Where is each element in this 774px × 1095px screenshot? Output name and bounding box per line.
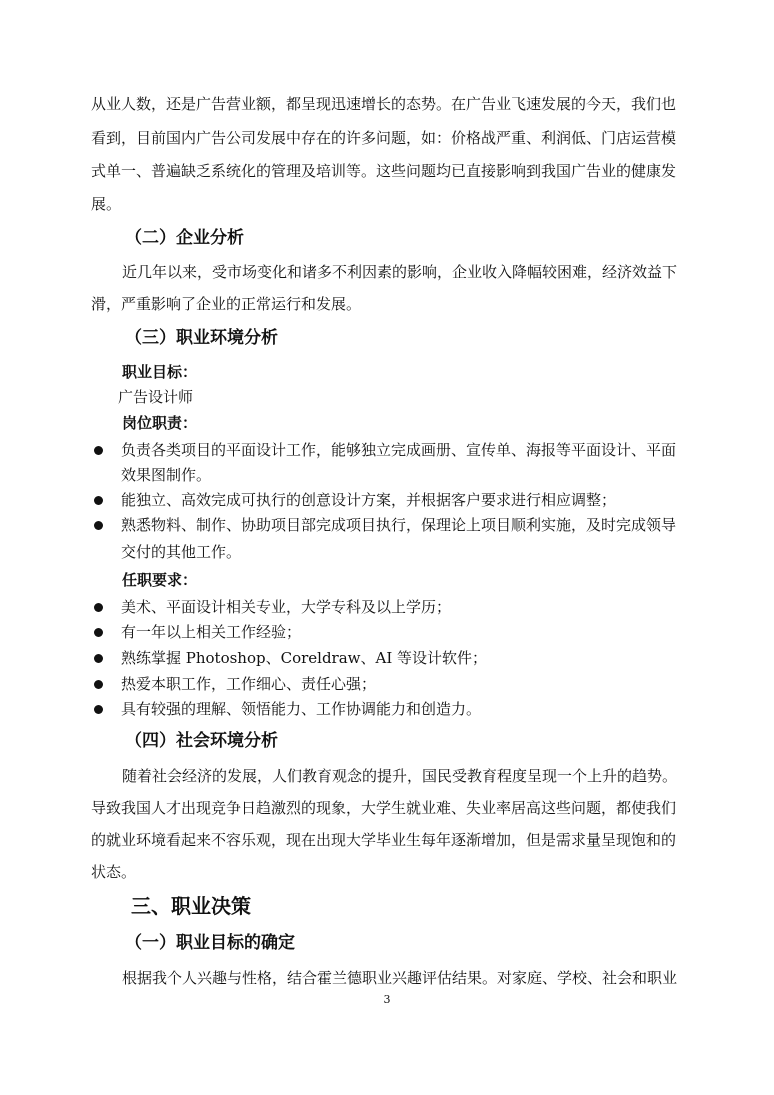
paragraph-line: 的就业环境看起来不容乐观，现在出现大学毕业生每年逐渐增加，但是需求量呈现饱和的 xyxy=(91,831,677,849)
paragraph-line: 滑，严重影响了企业的正常运行和发展。 xyxy=(91,295,362,313)
bullet-dot-icon xyxy=(94,603,103,612)
bullet-dot-icon xyxy=(94,521,103,530)
list-item: 熟悉物料、制作、协助项目部完成项目执行，保理论上项目顺利实施，及时完成领导 xyxy=(121,516,677,534)
list-item: 美术、平面设计相关专业，大学专科及以上学历； xyxy=(121,598,452,616)
requirements-label: 任职要求： xyxy=(122,571,198,589)
paragraph-line: 展。 xyxy=(91,195,122,213)
duties-label: 岗位职责： xyxy=(122,414,198,432)
list-item: 有一年以上相关工作经验； xyxy=(121,623,302,641)
paragraph-line: 导致我国人才出现竞争日趋激烈的现象，大学生就业难、失业率居高这些问题，都使我们 xyxy=(91,799,677,817)
paragraph-line: 根据我个人兴趣与性格，结合霍兰德职业兴趣评估结果。对家庭、学校、社会和职业 xyxy=(122,969,678,987)
paragraph-line: 从业人数，还是广告营业额，都呈现迅速增长的态势。在广告业飞速发展的今天，我们也 xyxy=(91,95,677,113)
section-heading: （一）职业目标的确定 xyxy=(125,933,295,953)
bullet-dot-icon xyxy=(94,446,103,455)
section-heading: （二）企业分析 xyxy=(125,228,244,248)
list-item: 能独立、高效完成可执行的创意设计方案，并根据客户要求进行相应调整； xyxy=(121,491,617,509)
list-item-continuation: 效果图制作。 xyxy=(121,466,212,484)
list-item: 熟练掌握 Photoshop、Coreldraw、AI 等设计软件； xyxy=(121,649,488,667)
section-heading: （四）社会环境分析 xyxy=(125,731,278,751)
list-item: 负责各类项目的平面设计工作，能够独立完成画册、宣传单、海报等平面设计、平面 xyxy=(121,441,677,459)
page-number: 3 xyxy=(383,993,391,1006)
career-goal-value: 广告设计师 xyxy=(118,388,194,406)
paragraph-line: 式单一、普遍缺乏系统化的管理及培训等。这些问题均已直接影响到我国广告业的健康发 xyxy=(91,162,677,180)
list-item-continuation: 交付的其他工作。 xyxy=(121,543,242,561)
paragraph-line: 近几年以来，受市场变化和诸多不利因素的影响，企业收入降幅较困难，经济效益下 xyxy=(122,263,678,281)
list-item: 具有较强的理解、领悟能力、工作协调能力和创造力。 xyxy=(121,700,482,718)
chapter-heading: 三、职业决策 xyxy=(131,894,251,918)
section-heading: （三）职业环境分析 xyxy=(125,328,278,348)
bullet-dot-icon xyxy=(94,628,103,637)
bullet-dot-icon xyxy=(94,680,103,689)
career-goal-label: 职业目标： xyxy=(122,363,198,381)
list-item: 热爱本职工作，工作细心、责任心强； xyxy=(121,675,377,693)
bullet-dot-icon xyxy=(94,705,103,714)
paragraph-line: 随着社会经济的发展，人们教育观念的提升，国民受教育程度呈现一个上升的趋势。 xyxy=(122,767,678,785)
bullet-dot-icon xyxy=(94,654,103,663)
paragraph-line: 状态。 xyxy=(91,863,137,881)
bullet-dot-icon xyxy=(94,496,103,505)
paragraph-line: 看到，目前国内广告公司发展中存在的许多问题，如：价格战严重、利润低、门店运营模 xyxy=(91,129,677,147)
